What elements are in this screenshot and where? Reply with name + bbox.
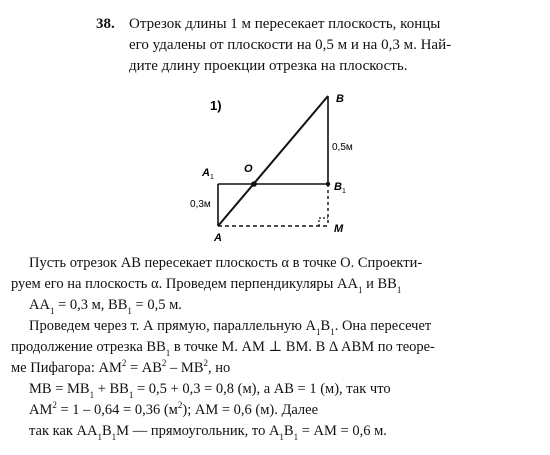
label-A1: A [202,167,210,179]
problem-line: Отрезок длины 1 м пересекает плоскость, концы [129,16,441,32]
solution-line: руем его на плоскость α. Проведем перпендикуляры $АА_1$ и $ВВ_1$ [11,276,402,295]
solution-line: продолжение отрезка $ВВ_1$ в точке М. АМ ⊥ ВМ. В Δ АВМ по теоре- [11,339,435,358]
label-length-BB1: 0,5м [332,142,353,153]
solution-line: МВ = $МВ_1 + ВВ_1 = 0,5 + 0,3 = 0,8$ (м), а АВ = 1 (м), так что [29,381,391,400]
label-A1-sub: 1 [210,174,214,181]
label-case: 1) [210,98,222,113]
solution-line: $АМ^2 = 1 - 0,64 = 0,36$ $(м^2)$; АМ = 0,6 (м). Далее [29,400,319,418]
label-length-AA1: 0,3м [190,199,211,210]
problem-line: дите длину проекции отрезка на плоскость. [129,58,408,74]
label-B: B [336,93,344,105]
label-B1: B [334,181,342,193]
label-M: M [334,223,344,235]
solution-line: Проведем через т. А прямую, параллельную $А_1В_1$. Она пересечет [29,318,432,337]
label-O: O [244,163,253,175]
solution-line: $АА_1 = 0,3$ м, $ВВ_1 = 0,5$ м. [29,297,182,316]
solution-line: так как $АА_1В_1М$ — прямоугольник, то $А_1В_1$ = АМ = 0,6 м. [29,423,387,442]
problem-number: 38. [96,16,115,32]
label-B1-sub: 1 [342,188,346,195]
solution-line: Пусть отрезок АВ пересекает плоскость α в точке О. Спроекти- [29,255,423,271]
solution-line: ме Пифагора: $АМ^2 = АВ^2 - МВ^2$, но [11,358,231,376]
problem-line: его удалены от плоскости на 0,5 м и на 0,3 м. Най- [129,37,452,53]
label-A: A [214,232,222,244]
